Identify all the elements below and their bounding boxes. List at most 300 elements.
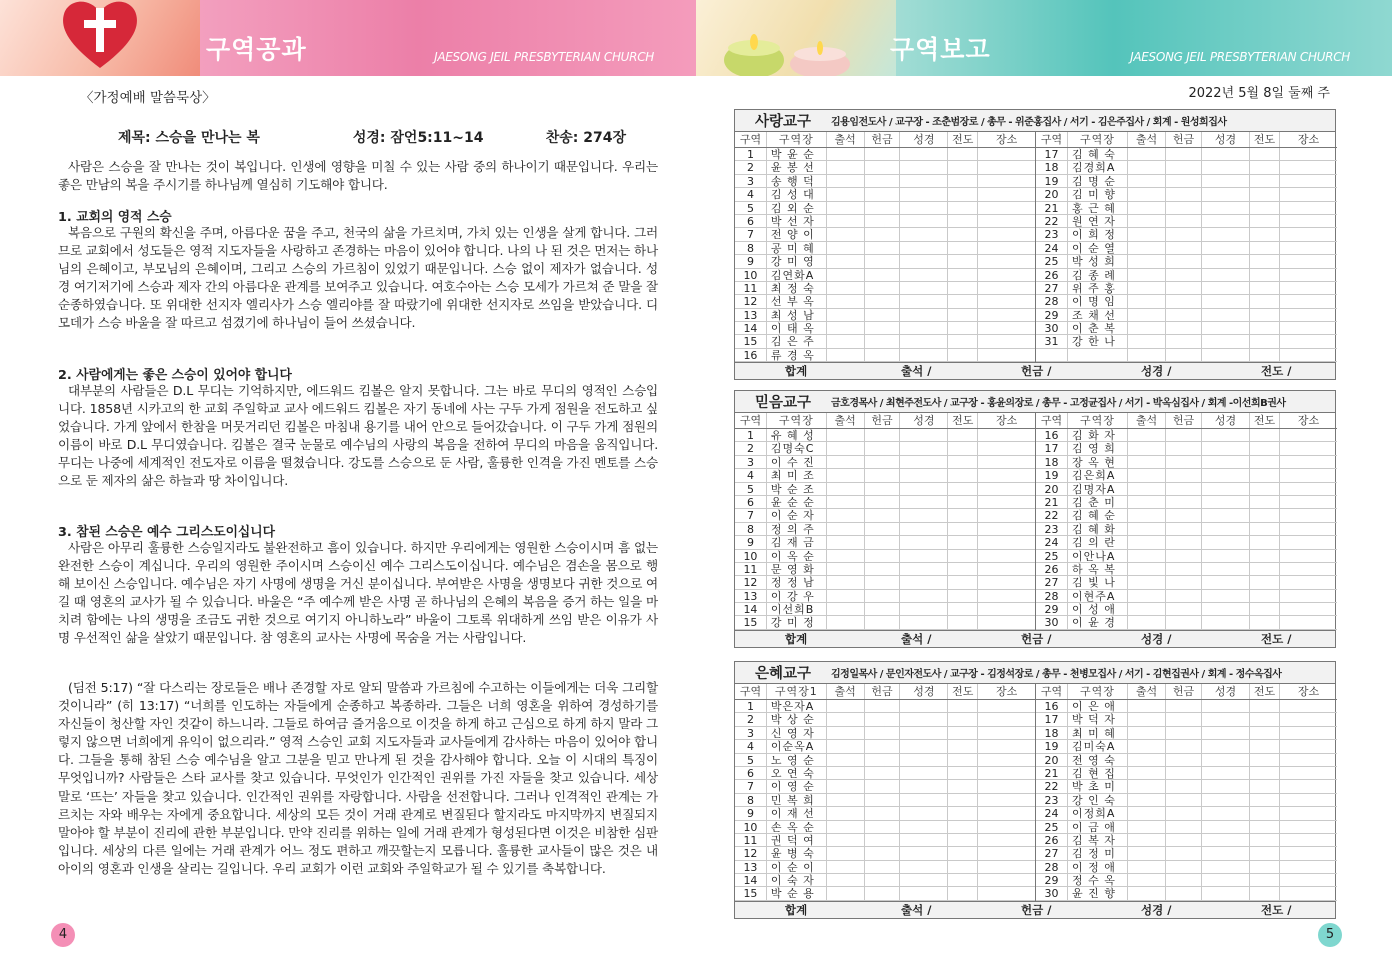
- cell-entry[interactable]: [1202, 563, 1250, 575]
- cell-entry[interactable]: [1166, 469, 1202, 481]
- cell-entry[interactable]: [1250, 148, 1280, 160]
- cell-entry[interactable]: [900, 807, 948, 819]
- cell-entry[interactable]: [1250, 161, 1280, 173]
- cell-entry[interactable]: [865, 821, 901, 833]
- cell-entry[interactable]: [1280, 616, 1337, 628]
- cell-entry[interactable]: [827, 442, 865, 454]
- cell-entry[interactable]: [948, 429, 978, 441]
- cell-entry[interactable]: [827, 754, 865, 766]
- cell-entry[interactable]: [865, 309, 901, 321]
- cell-entry[interactable]: [1128, 202, 1166, 214]
- cell-entry[interactable]: [1166, 550, 1202, 562]
- cell-entry[interactable]: [948, 794, 978, 806]
- cell-entry[interactable]: [865, 429, 901, 441]
- cell-entry[interactable]: [948, 563, 978, 575]
- cell-entry[interactable]: [900, 295, 948, 307]
- cell-entry[interactable]: [827, 228, 865, 240]
- cell-entry[interactable]: [827, 523, 865, 535]
- cell-entry[interactable]: [978, 523, 1035, 535]
- cell-entry[interactable]: [1166, 228, 1202, 240]
- cell-entry[interactable]: [1128, 767, 1166, 779]
- cell-entry[interactable]: [865, 202, 901, 214]
- cell-entry[interactable]: [948, 148, 978, 160]
- cell-entry[interactable]: [948, 713, 978, 725]
- cell-entry[interactable]: [1280, 148, 1337, 160]
- cell-entry[interactable]: [1202, 215, 1250, 227]
- cell-entry[interactable]: [948, 442, 978, 454]
- cell-entry[interactable]: [1280, 429, 1337, 441]
- cell-entry[interactable]: [1280, 188, 1337, 200]
- cell-entry[interactable]: [1202, 509, 1250, 521]
- cell-entry[interactable]: [948, 483, 978, 495]
- cell-entry[interactable]: [1128, 590, 1166, 602]
- cell-entry[interactable]: [900, 821, 948, 833]
- cell-entry[interactable]: [865, 807, 901, 819]
- cell-entry[interactable]: [978, 175, 1035, 187]
- cell-entry[interactable]: [1166, 242, 1202, 254]
- cell-entry[interactable]: [1280, 456, 1337, 468]
- cell-entry[interactable]: [1128, 821, 1166, 833]
- cell-entry[interactable]: [1280, 469, 1337, 481]
- cell-entry[interactable]: [900, 536, 948, 548]
- cell-entry[interactable]: [948, 780, 978, 792]
- cell-entry[interactable]: [900, 215, 948, 227]
- cell-entry[interactable]: [1166, 754, 1202, 766]
- cell-entry[interactable]: [1202, 874, 1250, 886]
- cell-entry[interactable]: [1166, 603, 1202, 615]
- cell-entry[interactable]: [865, 442, 901, 454]
- cell-entry[interactable]: [1250, 202, 1280, 214]
- cell-entry[interactable]: [1202, 335, 1250, 347]
- cell-entry[interactable]: [1280, 255, 1337, 267]
- cell-entry[interactable]: [1202, 713, 1250, 725]
- cell-entry[interactable]: [1128, 754, 1166, 766]
- cell-entry[interactable]: [1128, 242, 1166, 254]
- cell-entry[interactable]: [1202, 175, 1250, 187]
- cell-entry[interactable]: [1166, 335, 1202, 347]
- cell-entry[interactable]: [1166, 349, 1202, 361]
- cell-entry[interactable]: [1250, 713, 1280, 725]
- cell-entry[interactable]: [900, 269, 948, 281]
- cell-entry[interactable]: [978, 754, 1035, 766]
- cell-entry[interactable]: [1250, 309, 1280, 321]
- cell-entry[interactable]: [1166, 794, 1202, 806]
- cell-entry[interactable]: [978, 509, 1035, 521]
- cell-entry[interactable]: [1280, 821, 1337, 833]
- cell-entry[interactable]: [1202, 242, 1250, 254]
- cell-entry[interactable]: [827, 713, 865, 725]
- cell-entry[interactable]: [1250, 563, 1280, 575]
- cell-entry[interactable]: [948, 188, 978, 200]
- cell-entry[interactable]: [1202, 496, 1250, 508]
- cell-entry[interactable]: [1202, 780, 1250, 792]
- cell-entry[interactable]: [865, 509, 901, 521]
- cell-entry[interactable]: [1250, 509, 1280, 521]
- cell-entry[interactable]: [827, 175, 865, 187]
- cell-entry[interactable]: [1250, 740, 1280, 752]
- cell-entry[interactable]: [900, 523, 948, 535]
- cell-entry[interactable]: [1250, 255, 1280, 267]
- cell-entry[interactable]: [978, 282, 1035, 294]
- cell-entry[interactable]: [865, 175, 901, 187]
- cell-entry[interactable]: [978, 807, 1035, 819]
- cell-entry[interactable]: [1128, 536, 1166, 548]
- cell-entry[interactable]: [978, 309, 1035, 321]
- cell-entry[interactable]: [948, 700, 978, 712]
- cell-entry[interactable]: [1166, 255, 1202, 267]
- cell-entry[interactable]: [978, 700, 1035, 712]
- cell-entry[interactable]: [1250, 335, 1280, 347]
- cell-entry[interactable]: [865, 713, 901, 725]
- cell-entry[interactable]: [1166, 161, 1202, 173]
- cell-entry[interactable]: [827, 767, 865, 779]
- cell-entry[interactable]: [1280, 322, 1337, 334]
- cell-entry[interactable]: [1202, 590, 1250, 602]
- cell-entry[interactable]: [978, 349, 1035, 361]
- cell-entry[interactable]: [1128, 740, 1166, 752]
- cell-entry[interactable]: [865, 255, 901, 267]
- cell-entry[interactable]: [827, 509, 865, 521]
- cell-entry[interactable]: [900, 861, 948, 873]
- cell-entry[interactable]: [827, 834, 865, 846]
- cell-entry[interactable]: [1202, 255, 1250, 267]
- cell-entry[interactable]: [948, 228, 978, 240]
- cell-entry[interactable]: [1128, 523, 1166, 535]
- cell-entry[interactable]: [948, 616, 978, 628]
- cell-entry[interactable]: [1202, 740, 1250, 752]
- cell-entry[interactable]: [948, 295, 978, 307]
- cell-entry[interactable]: [1202, 847, 1250, 859]
- cell-entry[interactable]: [827, 255, 865, 267]
- cell-entry[interactable]: [1250, 322, 1280, 334]
- cell-entry[interactable]: [1166, 713, 1202, 725]
- cell-entry[interactable]: [1250, 821, 1280, 833]
- cell-entry[interactable]: [1166, 536, 1202, 548]
- cell-entry[interactable]: [978, 603, 1035, 615]
- cell-entry[interactable]: [1250, 603, 1280, 615]
- cell-entry[interactable]: [865, 242, 901, 254]
- cell-entry[interactable]: [1166, 834, 1202, 846]
- cell-entry[interactable]: [1202, 754, 1250, 766]
- cell-entry[interactable]: [1166, 442, 1202, 454]
- cell-entry[interactable]: [900, 228, 948, 240]
- cell-entry[interactable]: [948, 255, 978, 267]
- cell-entry[interactable]: [1250, 767, 1280, 779]
- cell-entry[interactable]: [1166, 740, 1202, 752]
- cell-entry[interactable]: [900, 148, 948, 160]
- cell-entry[interactable]: [1166, 807, 1202, 819]
- cell-entry[interactable]: [900, 255, 948, 267]
- cell-entry[interactable]: [1166, 700, 1202, 712]
- cell-entry[interactable]: [1250, 754, 1280, 766]
- cell-entry[interactable]: [1202, 794, 1250, 806]
- cell-entry[interactable]: [900, 713, 948, 725]
- cell-entry[interactable]: [1250, 456, 1280, 468]
- cell-entry[interactable]: [865, 874, 901, 886]
- cell-entry[interactable]: [1128, 874, 1166, 886]
- cell-entry[interactable]: [1250, 175, 1280, 187]
- cell-entry[interactable]: [1166, 215, 1202, 227]
- cell-entry[interactable]: [978, 188, 1035, 200]
- cell-entry[interactable]: [1202, 700, 1250, 712]
- cell-entry[interactable]: [1202, 861, 1250, 873]
- cell-entry[interactable]: [827, 322, 865, 334]
- cell-entry[interactable]: [1250, 188, 1280, 200]
- cell-entry[interactable]: [1128, 188, 1166, 200]
- cell-entry[interactable]: [948, 469, 978, 481]
- cell-entry[interactable]: [1166, 295, 1202, 307]
- cell-entry[interactable]: [1128, 576, 1166, 588]
- cell-entry[interactable]: [1166, 456, 1202, 468]
- cell-entry[interactable]: [978, 161, 1035, 173]
- cell-entry[interactable]: [1280, 807, 1337, 819]
- cell-entry[interactable]: [827, 429, 865, 441]
- cell-entry[interactable]: [1202, 536, 1250, 548]
- cell-entry[interactable]: [948, 175, 978, 187]
- cell-entry[interactable]: [948, 727, 978, 739]
- cell-entry[interactable]: [1280, 228, 1337, 240]
- cell-entry[interactable]: [1166, 483, 1202, 495]
- cell-entry[interactable]: [900, 576, 948, 588]
- cell-entry[interactable]: [1128, 700, 1166, 712]
- cell-entry[interactable]: [865, 727, 901, 739]
- cell-entry[interactable]: [1250, 242, 1280, 254]
- cell-entry[interactable]: [1280, 483, 1337, 495]
- cell-entry[interactable]: [865, 148, 901, 160]
- cell-entry[interactable]: [1250, 780, 1280, 792]
- cell-entry[interactable]: [827, 550, 865, 562]
- cell-entry[interactable]: [827, 282, 865, 294]
- cell-entry[interactable]: [1250, 536, 1280, 548]
- cell-entry[interactable]: [827, 740, 865, 752]
- cell-entry[interactable]: [865, 794, 901, 806]
- cell-entry[interactable]: [1280, 754, 1337, 766]
- cell-entry[interactable]: [900, 469, 948, 481]
- cell-entry[interactable]: [865, 483, 901, 495]
- cell-entry[interactable]: [1202, 429, 1250, 441]
- cell-entry[interactable]: [865, 282, 901, 294]
- cell-entry[interactable]: [948, 834, 978, 846]
- cell-entry[interactable]: [1166, 616, 1202, 628]
- cell-entry[interactable]: [1280, 509, 1337, 521]
- cell-entry[interactable]: [1250, 847, 1280, 859]
- cell-entry[interactable]: [1250, 469, 1280, 481]
- cell-entry[interactable]: [827, 727, 865, 739]
- cell-entry[interactable]: [1202, 309, 1250, 321]
- cell-entry[interactable]: [827, 269, 865, 281]
- cell-entry[interactable]: [948, 807, 978, 819]
- cell-entry[interactable]: [1280, 309, 1337, 321]
- cell-entry[interactable]: [1128, 834, 1166, 846]
- cell-entry[interactable]: [827, 349, 865, 361]
- cell-entry[interactable]: [1128, 148, 1166, 160]
- cell-entry[interactable]: [978, 215, 1035, 227]
- cell-entry[interactable]: [978, 469, 1035, 481]
- cell-entry[interactable]: [1128, 335, 1166, 347]
- cell-entry[interactable]: [865, 563, 901, 575]
- cell-entry[interactable]: [865, 576, 901, 588]
- cell-entry[interactable]: [948, 335, 978, 347]
- cell-entry[interactable]: [1128, 550, 1166, 562]
- cell-entry[interactable]: [1250, 727, 1280, 739]
- cell-entry[interactable]: [827, 161, 865, 173]
- cell-entry[interactable]: [948, 242, 978, 254]
- cell-entry[interactable]: [1250, 483, 1280, 495]
- cell-entry[interactable]: [1166, 523, 1202, 535]
- cell-entry[interactable]: [827, 202, 865, 214]
- cell-entry[interactable]: [1128, 483, 1166, 495]
- cell-entry[interactable]: [1166, 767, 1202, 779]
- cell-entry[interactable]: [865, 847, 901, 859]
- cell-entry[interactable]: [948, 509, 978, 521]
- cell-entry[interactable]: [1166, 821, 1202, 833]
- cell-entry[interactable]: [827, 215, 865, 227]
- cell-entry[interactable]: [827, 295, 865, 307]
- cell-entry[interactable]: [865, 269, 901, 281]
- cell-entry[interactable]: [827, 821, 865, 833]
- cell-entry[interactable]: [900, 188, 948, 200]
- cell-entry[interactable]: [1280, 861, 1337, 873]
- cell-entry[interactable]: [948, 821, 978, 833]
- cell-entry[interactable]: [1250, 282, 1280, 294]
- cell-entry[interactable]: [978, 563, 1035, 575]
- cell-entry[interactable]: [827, 874, 865, 886]
- cell-entry[interactable]: [827, 335, 865, 347]
- cell-entry[interactable]: [1280, 847, 1337, 859]
- cell-entry[interactable]: [900, 282, 948, 294]
- cell-entry[interactable]: [1128, 496, 1166, 508]
- cell-entry[interactable]: [865, 228, 901, 240]
- cell-entry[interactable]: [865, 740, 901, 752]
- cell-entry[interactable]: [1250, 228, 1280, 240]
- cell-entry[interactable]: [1202, 523, 1250, 535]
- cell-entry[interactable]: [1280, 550, 1337, 562]
- cell-entry[interactable]: [978, 767, 1035, 779]
- cell-entry[interactable]: [827, 536, 865, 548]
- cell-entry[interactable]: [900, 242, 948, 254]
- cell-entry[interactable]: [1280, 727, 1337, 739]
- cell-entry[interactable]: [1128, 780, 1166, 792]
- cell-entry[interactable]: [1280, 576, 1337, 588]
- cell-entry[interactable]: [1250, 576, 1280, 588]
- cell-entry[interactable]: [978, 148, 1035, 160]
- cell-entry[interactable]: [1280, 794, 1337, 806]
- cell-entry[interactable]: [865, 767, 901, 779]
- cell-entry[interactable]: [900, 590, 948, 602]
- cell-entry[interactable]: [1202, 483, 1250, 495]
- cell-entry[interactable]: [1166, 496, 1202, 508]
- cell-entry[interactable]: [1128, 563, 1166, 575]
- cell-entry[interactable]: [948, 887, 978, 899]
- cell-entry[interactable]: [865, 754, 901, 766]
- cell-entry[interactable]: [1128, 282, 1166, 294]
- cell-entry[interactable]: [948, 874, 978, 886]
- cell-entry[interactable]: [948, 161, 978, 173]
- cell-entry[interactable]: [1250, 861, 1280, 873]
- cell-entry[interactable]: [827, 148, 865, 160]
- cell-entry[interactable]: [978, 727, 1035, 739]
- cell-entry[interactable]: [1202, 322, 1250, 334]
- cell-entry[interactable]: [948, 754, 978, 766]
- cell-entry[interactable]: [827, 483, 865, 495]
- cell-entry[interactable]: [1128, 295, 1166, 307]
- cell-entry[interactable]: [900, 767, 948, 779]
- cell-entry[interactable]: [978, 228, 1035, 240]
- cell-entry[interactable]: [865, 215, 901, 227]
- cell-entry[interactable]: [1280, 242, 1337, 254]
- cell-entry[interactable]: [948, 590, 978, 602]
- cell-entry[interactable]: [900, 161, 948, 173]
- cell-entry[interactable]: [900, 727, 948, 739]
- cell-entry[interactable]: [1250, 550, 1280, 562]
- cell-entry[interactable]: [1250, 794, 1280, 806]
- cell-entry[interactable]: [1128, 215, 1166, 227]
- cell-entry[interactable]: [1250, 807, 1280, 819]
- cell-entry[interactable]: [1128, 509, 1166, 521]
- cell-entry[interactable]: [1280, 536, 1337, 548]
- cell-entry[interactable]: [827, 794, 865, 806]
- cell-entry[interactable]: [1202, 228, 1250, 240]
- cell-entry[interactable]: [827, 188, 865, 200]
- cell-entry[interactable]: [1250, 523, 1280, 535]
- cell-entry[interactable]: [1202, 442, 1250, 454]
- cell-entry[interactable]: [1280, 295, 1337, 307]
- cell-entry[interactable]: [1280, 335, 1337, 347]
- cell-entry[interactable]: [865, 335, 901, 347]
- cell-entry[interactable]: [900, 335, 948, 347]
- cell-entry[interactable]: [900, 847, 948, 859]
- cell-entry[interactable]: [1280, 442, 1337, 454]
- cell-entry[interactable]: [1128, 175, 1166, 187]
- cell-entry[interactable]: [948, 349, 978, 361]
- cell-entry[interactable]: [900, 603, 948, 615]
- cell-entry[interactable]: [1202, 807, 1250, 819]
- cell-entry[interactable]: [1280, 161, 1337, 173]
- cell-entry[interactable]: [948, 847, 978, 859]
- cell-entry[interactable]: [1166, 269, 1202, 281]
- cell-entry[interactable]: [900, 780, 948, 792]
- cell-entry[interactable]: [1166, 727, 1202, 739]
- cell-entry[interactable]: [1280, 700, 1337, 712]
- cell-entry[interactable]: [1202, 282, 1250, 294]
- cell-entry[interactable]: [1128, 794, 1166, 806]
- cell-entry[interactable]: [1128, 309, 1166, 321]
- cell-entry[interactable]: [978, 483, 1035, 495]
- cell-entry[interactable]: [1166, 509, 1202, 521]
- cell-entry[interactable]: [1166, 188, 1202, 200]
- cell-entry[interactable]: [1202, 202, 1250, 214]
- cell-entry[interactable]: [1280, 215, 1337, 227]
- cell-entry[interactable]: [978, 713, 1035, 725]
- cell-entry[interactable]: [827, 887, 865, 899]
- cell-entry[interactable]: [865, 456, 901, 468]
- cell-entry[interactable]: [1202, 550, 1250, 562]
- cell-entry[interactable]: [1166, 887, 1202, 899]
- cell-entry[interactable]: [1128, 727, 1166, 739]
- cell-entry[interactable]: [1280, 834, 1337, 846]
- cell-entry[interactable]: [865, 496, 901, 508]
- cell-entry[interactable]: [978, 456, 1035, 468]
- cell-entry[interactable]: [900, 563, 948, 575]
- cell-entry[interactable]: [827, 469, 865, 481]
- cell-entry[interactable]: [865, 861, 901, 873]
- cell-entry[interactable]: [978, 576, 1035, 588]
- cell-entry[interactable]: [978, 861, 1035, 873]
- cell-entry[interactable]: [948, 523, 978, 535]
- cell-entry[interactable]: [900, 509, 948, 521]
- cell-entry[interactable]: [1202, 295, 1250, 307]
- cell-entry[interactable]: [1202, 603, 1250, 615]
